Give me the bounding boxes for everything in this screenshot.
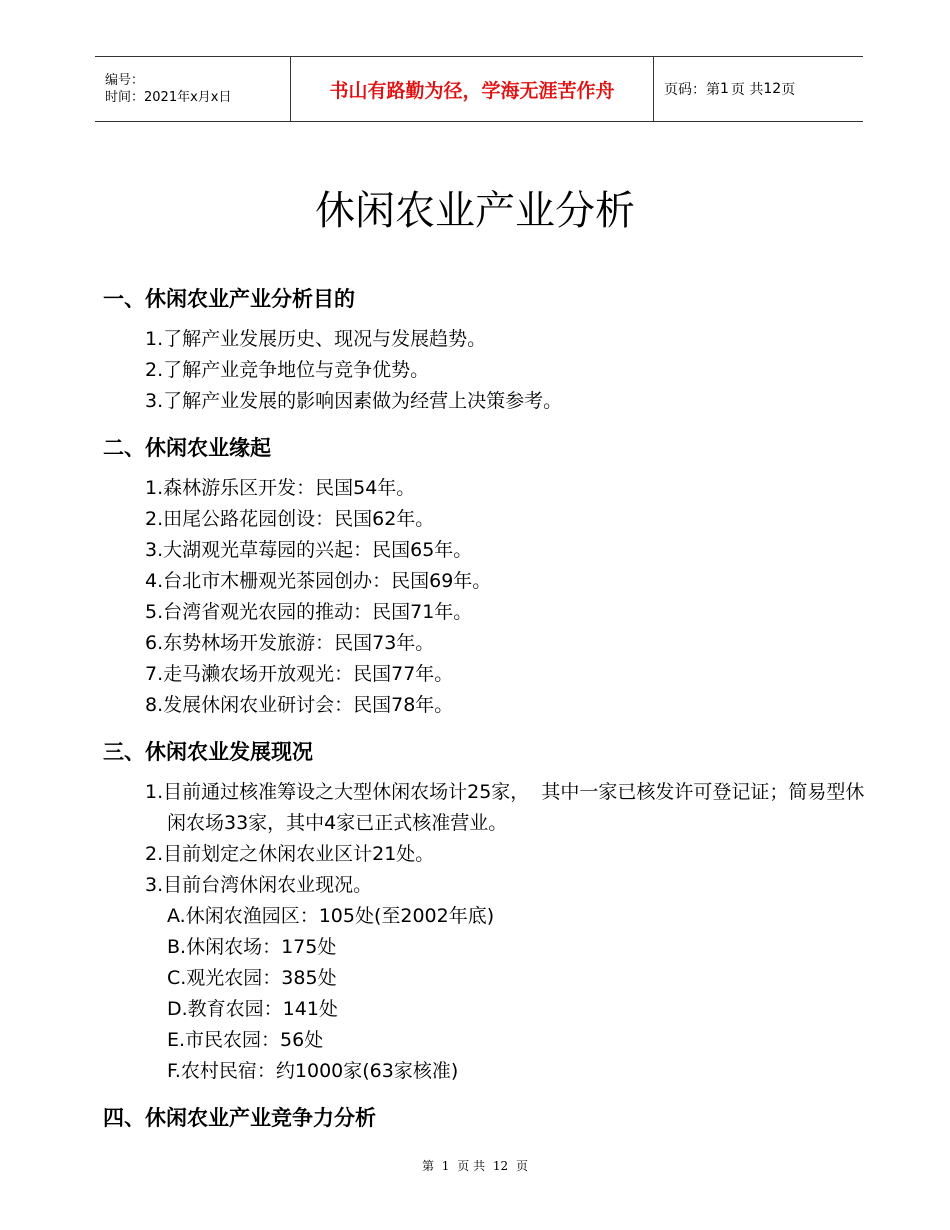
section-heading: 三、休闲农业发展现况 xyxy=(103,740,313,764)
list-item: 1.目前通过核准筹设之大型休闲农场计25家， 其中一家已核发许可登记证；简易型休闲农场33家，其中4家已正式核准营业。 xyxy=(145,781,865,834)
sub-list-item: F.农村民宿：约1000家(63家核准) xyxy=(167,1060,459,1082)
list-item: 6.东势林场开发旅游：民国73年。 xyxy=(145,632,435,654)
motto-text: 书山有路勤为径，学海无涯苦作舟 xyxy=(329,79,615,102)
page-footer xyxy=(0,1157,950,1174)
list-item: 7.走马濑农场开放观光：民国77年。 xyxy=(145,663,454,685)
doc-time-label: 时间：2021年x月x日 xyxy=(105,90,232,105)
footer-page-total: 12 xyxy=(492,1159,509,1173)
list-item: 1.了解产业发展历史、现况与发展趋势。 xyxy=(145,328,487,350)
document-title: 休闲农业产业分析 xyxy=(315,188,635,234)
list-item: 1.森林游乐区开发：民国54年。 xyxy=(145,477,416,499)
list-item: 3.大湖观光草莓园的兴起：民国65年。 xyxy=(145,539,473,561)
sub-list-item: D.教育农园：141处 xyxy=(167,998,338,1020)
section-heading: 二、休闲农业缘起 xyxy=(103,436,271,460)
section-heading: 四、休闲农业产业竞争力分析 xyxy=(103,1106,376,1130)
list-item: 2.目前划定之休闲农业区计21处。 xyxy=(145,843,435,865)
page-total: 12 xyxy=(763,81,782,97)
list-item: 2.了解产业竞争地位与竞争优势。 xyxy=(145,359,430,381)
page-end: 页 xyxy=(781,82,796,98)
sub-list-item: C.观光农园：385处 xyxy=(167,967,337,989)
footer-page-number: 1 xyxy=(441,1159,450,1173)
doc-number-label: 编号： xyxy=(105,73,145,88)
page-mid: 页 共 xyxy=(730,82,764,98)
footer-mid: 页 共 xyxy=(457,1159,486,1173)
section-list xyxy=(103,777,873,1087)
footer-pre: 第 xyxy=(421,1159,434,1173)
page-number: 1 xyxy=(720,81,729,97)
list-item: 5.台湾省观光农园的推动：民国71年。 xyxy=(145,601,473,623)
header-motto-cell xyxy=(291,57,654,121)
page-header xyxy=(95,56,863,122)
document-body xyxy=(103,284,873,1133)
list-item: 8.发展休闲农业研讨会：民国78年。 xyxy=(145,694,454,716)
page-label: 页码：第 xyxy=(664,82,720,98)
section-heading: 一、休闲农业产业分析目的 xyxy=(103,287,355,311)
list-item: 2.田尾公路花园创设：民国62年。 xyxy=(145,508,435,530)
sub-list-item: A.休闲农渔园区：105处(至2002年底) xyxy=(167,905,495,927)
sub-list-item: B.休闲农场：175处 xyxy=(167,936,337,958)
list-item: 3.了解产业发展的影响因素做为经营上决策参考。 xyxy=(145,390,563,412)
header-page-info xyxy=(654,57,795,121)
list-item: 4.台北市木栅观光茶园创办：民国69年。 xyxy=(145,570,492,592)
sub-list-item: E.市民农园：56处 xyxy=(167,1029,324,1051)
section-list xyxy=(103,473,873,721)
section-list xyxy=(103,324,873,417)
footer-end: 页 xyxy=(516,1159,529,1173)
list-item: 3.目前台湾休闲农业现况。 xyxy=(145,874,373,896)
header-meta xyxy=(95,57,291,121)
